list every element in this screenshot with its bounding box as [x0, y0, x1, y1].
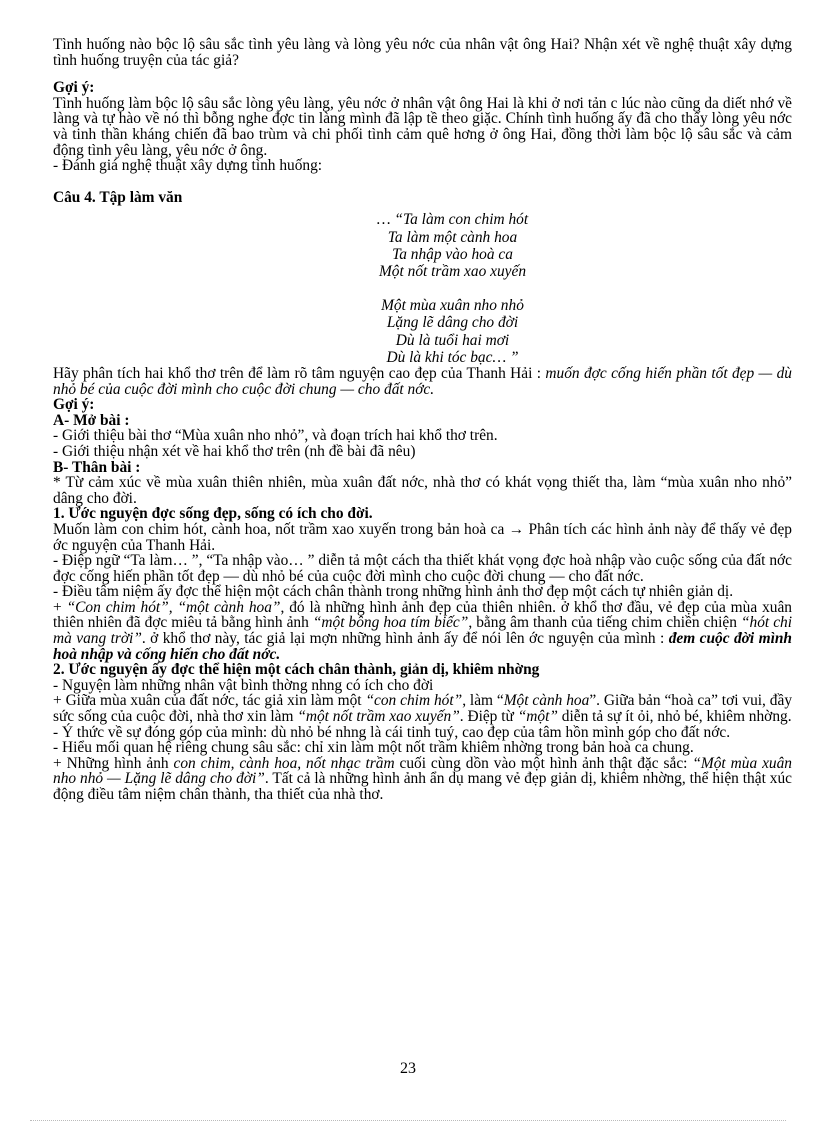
text-run: , đó là những hình ảnh đẹp của thiên nhiên. ở khổ thơ đầu, vẻ đẹp của mùa xuân thiên nhiên đã đợc miêu tả bằng hình ảnh	[53, 598, 792, 632]
body-intro: * Từ cảm xúc về mùa xuân thiên nhiên, mùa xuân đất nớc, nhà thơ có khát vọng thiết tha, làm “mùa xuân nho nhỏ” dâng cho đời.	[53, 474, 792, 507]
text-run: + Giữa mùa xuân của đất nớc, tác giả xin làm một	[53, 692, 366, 710]
poem-line: Dù là tuổi hai mơi	[395, 331, 510, 349]
question-4-title: Câu 4. Tập làm văn	[53, 188, 183, 206]
quote: “một bông hoa tím biếc”	[312, 614, 469, 632]
quote: “một”	[517, 708, 558, 726]
section-1-paragraph	[53, 600, 792, 662]
hint-label-q4: Gợi ý:	[53, 396, 95, 414]
essay-prompt-italic: muốn đợc cống hiến phần tốt đẹp — dù nhỏ bé của cuộc đời mình cho cuộc đời chung — cho đất nớc.	[53, 364, 792, 398]
section-2-paragraph: - Ý thức về sự đóng góp của mình: dù nhỏ bé nhng là cái tinh tuý, cao đẹp của tâm hồn mình góp cho đất nớc.	[53, 723, 731, 741]
text-run: ”. Giữa bản “hoà ca” tơi vui, đầy sức sống của cuộc đời, nhà thơ xin làm	[53, 692, 793, 726]
text-run: . ở khổ thơ này, tác giả lại mợn những hình ảnh ấy để nói lên ớc nguyện của mình :	[141, 630, 669, 648]
arrow-icon: →	[508, 520, 525, 538]
text-run: , bằng âm thanh của tiếng chim chiền chiện	[468, 614, 741, 632]
question-3-text: Tình huống nào bộc lộ sâu sắc tình yêu làng và lòng yêu nớc của nhân vật ông Hai? Nhận xét về nghệ thuật xây dựng tình huống truyện của tác giả?	[53, 36, 792, 69]
quote: “con chim hót”	[365, 692, 463, 710]
section-1-paragraph	[53, 522, 792, 553]
section-1-paragraph: - Điệp ngữ “Ta làm… ”, “Ta nhập vào… ” diễn tả một cách tha thiết khát vọng đợc hoà nhập vào cuộc sống của đất nớc đợc cống hiến phần tốt đẹp — dù nhỏ bé của cuộc đời mình cho cuộc đời chung — cho đất nớc.	[53, 552, 792, 585]
section-2-paragraph	[53, 693, 792, 724]
quote: “Con chim hót”, “một cành hoa”	[66, 598, 281, 616]
text-run: . Điệp từ	[459, 708, 518, 726]
text-run: , làm “	[462, 692, 504, 710]
poem-line: Một nốt trầm xao xuyến	[378, 262, 527, 280]
quote: “hót chi mà vang trời”	[53, 614, 792, 648]
poem-line: Dù là khi tóc bạc… ”	[386, 348, 519, 366]
page-number: 23	[400, 1060, 416, 1077]
poem-line: Ta nhập vào hoà ca	[392, 245, 513, 263]
text-run: + Những hình ảnh	[53, 754, 174, 772]
text-run: Muốn làm con chim hót, cành hoa, nốt trầm xao xuyến trong bản hoà ca	[53, 520, 509, 538]
essay-prompt-plain: Hãy phân tích hai khổ thơ trên để làm rõ tâm nguyện cao đẹp của Thanh Hải :	[53, 364, 546, 382]
poem-line: Ta làm một cành hoa	[387, 228, 518, 246]
quote: “Một mùa xuân nho nhỏ — Lặng lẽ dâng cho đời”	[53, 754, 792, 788]
text-run: cuối cùng dồn vào một hình ảnh thật đặc sắc:	[394, 754, 693, 772]
section-2-paragraph	[53, 756, 792, 803]
quote: Một cành hoa	[503, 692, 590, 710]
text-run: Phân tích các hình ảnh này để thấy vẻ đẹp ớc nguyện của Thanh Hải.	[53, 520, 792, 554]
intro-heading: A- Mở bài :	[53, 411, 130, 429]
quote: con chim, cành hoa, nốt nhạc trầm	[173, 754, 395, 772]
poem-stanza-2	[53, 297, 792, 366]
essay-prompt	[53, 366, 792, 397]
hint-label-q3: Gợi ý:	[53, 79, 95, 97]
text-run: diễn tả sự ít ỏi, nhỏ bé, khiêm nhờng.	[557, 708, 792, 726]
body-heading: B- Thân bài :	[53, 458, 141, 476]
poem-line: Lặng lẽ dâng cho đời	[386, 314, 519, 332]
section-1-paragraph: - Điều tâm niệm ấy đợc thể hiện một cách chân thành trong những hình ảnh thơ đẹp một cách tự nhiên giản dị.	[53, 583, 734, 601]
emphasis: đem cuộc đời mình hoà nhập và cống hiến cho đất nớc.	[53, 630, 792, 663]
poem-line: … “Ta làm con chim hót	[376, 211, 529, 229]
section-2-paragraph: - Nguyện làm những nhân vật bình thờng nhng có ích cho đời	[53, 676, 434, 694]
intro-item: - Giới thiệu nhận xét về hai khổ thơ trên (nh đề bài đã nêu)	[53, 442, 416, 460]
poem-stanza-1	[53, 211, 792, 280]
section-1-title: 1. Ước nguyện đợc sống đẹp, sống có ích cho đời.	[53, 505, 373, 523]
hint-text-q3: Tình huống làm bộc lộ sâu sắc lòng yêu làng, yêu nớc ở nhân vật ông Hai là khi ở nơi tản c lúc nào cũng da diết nhớ về làng và tự hào về nó thì bỗng nghe đợc tin làng mình đã lập tề theo giặc. Chính tình huống ấy đã cho thấy lòng yêu nớc và tinh thần kháng chiến đã bao trùm và chi phối tình cảm quê hơng ở ông Hai, đồng thời làm bộc lộ sâu sắc và cảm động tình yêu làng, yêu nớc ở ông.	[53, 94, 792, 159]
section-2-paragraph: - Hiểu mối quan hệ riêng chung sâu sắc: chỉ xin làm một nốt trầm khiêm nhờng trong bản hoà ca chung.	[53, 739, 694, 757]
intro-item: - Giới thiệu bài thơ “Mùa xuân nho nhỏ”, và đoạn trích hai khổ thơ trên.	[53, 427, 498, 445]
section-2-title: 2. Ước nguyện ấy đợc thể hiện một cách chân thành, giản dị, khiêm nhờng	[53, 661, 540, 679]
text-run: +	[53, 598, 67, 616]
text-run: . Tất cả là những hình ảnh ẩn dụ mang vẻ đẹp giản dị, khiêm nhờng, thể hiện thật xúc động điều tâm niệm chân thành, tha thiết của nhà thơ.	[53, 770, 792, 803]
quote: “một nốt trầm xao xuyến”	[297, 708, 460, 726]
poem-line: Một mùa xuân nho nhỏ	[381, 297, 524, 315]
evaluation-line: - Đánh giá nghệ thuật xây dựng tình huống:	[53, 157, 323, 175]
footer-divider	[30, 1120, 786, 1121]
